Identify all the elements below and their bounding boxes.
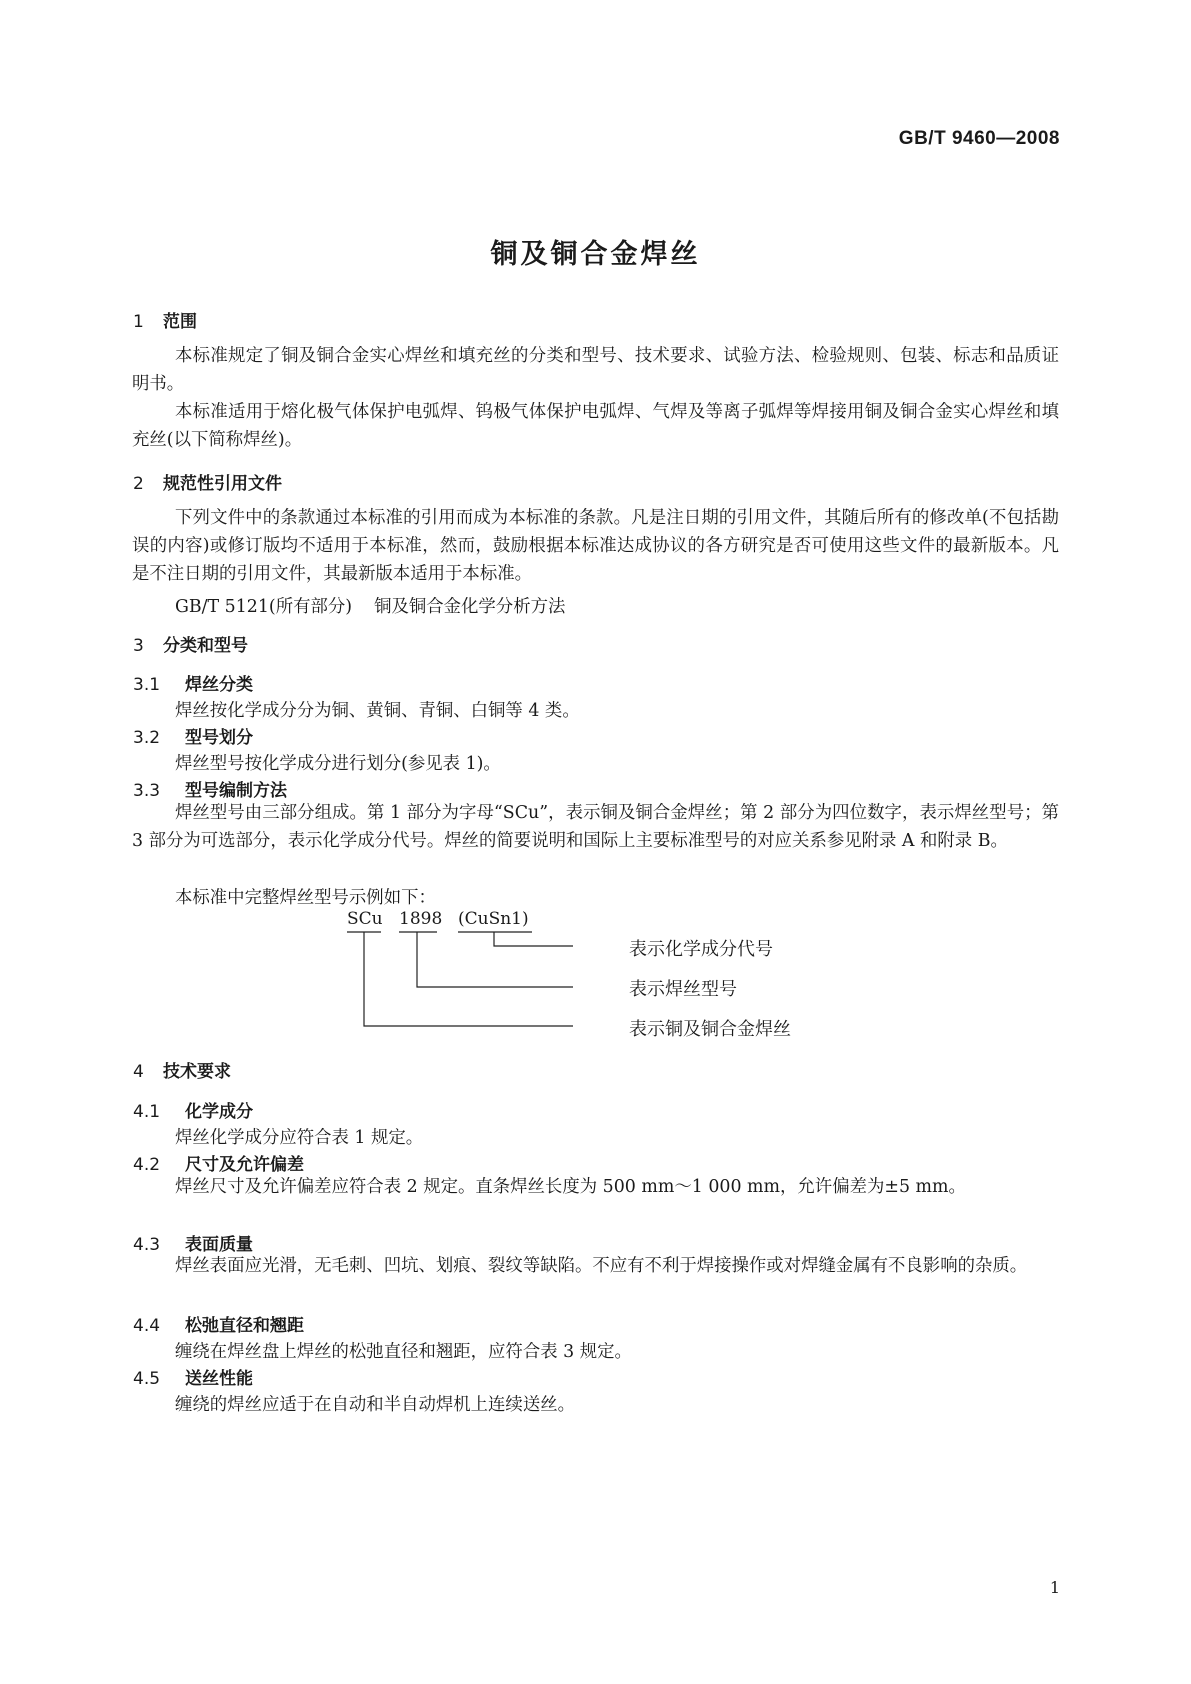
example-intro: 本标准中完整焊丝型号示例如下： — [175, 888, 436, 908]
model-part-prefix: SCu — [347, 909, 383, 929]
label-model-number: 表示焊丝型号 — [629, 979, 737, 1000]
leader-prefix — [364, 932, 573, 1026]
label-chemical-code: 表示化学成分代号 — [629, 939, 773, 960]
normative-reference — [175, 592, 565, 617]
section-title: 分类和型号 — [163, 636, 248, 656]
section-4-1-text: 焊丝化学成分应符合表 1 规定。 — [175, 1128, 424, 1148]
section-4-1-heading — [133, 1097, 253, 1122]
section-4-4-heading — [133, 1311, 304, 1336]
section-number: 2 — [133, 474, 144, 494]
section-title: 送丝性能 — [185, 1369, 253, 1389]
section-title: 规范性引用文件 — [163, 474, 282, 494]
section-number: 3.1 — [133, 675, 161, 695]
reference-title: 铜及铜合金化学分析方法 — [374, 597, 566, 617]
section-2-heading — [133, 469, 282, 494]
section-4-3-text: 焊丝表面应光滑，无毛刺、凹坑、划痕、裂纹等缺陷。不应有不利于焊接操作或对焊缝金属有不良影响的杂质。 — [175, 1256, 1028, 1276]
section-number: 4.4 — [133, 1316, 161, 1336]
section-4-5-heading — [133, 1364, 253, 1389]
document-title: 铜及铜合金焊丝 — [490, 239, 701, 270]
section-title: 型号划分 — [185, 728, 253, 748]
section-title: 松弛直径和翘距 — [185, 1316, 304, 1336]
leader-number — [417, 932, 573, 987]
section-4-2-heading — [133, 1150, 304, 1175]
section-4-5-text: 缠绕的焊丝应适于在自动和半自动焊机上连续送丝。 — [175, 1395, 575, 1415]
section-number: 4.2 — [133, 1155, 161, 1175]
section-3-1-text: 焊丝按化学成分分为铜、黄铜、青铜、白铜等 4 类。 — [175, 701, 580, 721]
section-3-2-heading — [133, 723, 253, 748]
section-title: 化学成分 — [185, 1102, 253, 1122]
section-3-2-text: 焊丝型号按化学成分进行划分(参见表 1)。 — [175, 754, 501, 774]
section-number: 4.5 — [133, 1369, 161, 1389]
section-4-4-text: 缠绕在焊丝盘上焊丝的松弛直径和翘距，应符合表 3 规定。 — [175, 1342, 632, 1362]
section-title: 尺寸及允许偏差 — [185, 1155, 304, 1175]
standard-code: GB/T 9460—2008 — [898, 128, 1060, 149]
section-title: 技术要求 — [163, 1062, 231, 1082]
page-number: 1 — [1049, 1578, 1060, 1597]
label-copper-wire: 表示铜及铜合金焊丝 — [629, 1019, 791, 1040]
section-1-paragraph-2: 本标准适用于熔化极气体保护电弧焊、钨极气体保护电弧焊、气焊及等离子弧焊等焊接用铜及铜合金实心焊丝和填充丝(以下简称焊丝)。 — [132, 402, 1059, 450]
section-number: 4.1 — [133, 1102, 161, 1122]
section-title: 表面质量 — [185, 1235, 253, 1255]
section-1-heading — [133, 307, 197, 332]
section-number: 3 — [133, 636, 144, 656]
section-title: 焊丝分类 — [185, 675, 253, 695]
model-part-code: (CuSn1) — [458, 909, 529, 929]
section-3-heading — [133, 631, 248, 656]
section-number: 1 — [133, 312, 144, 332]
section-number: 4.3 — [133, 1235, 161, 1255]
model-part-number: 1898 — [399, 909, 443, 929]
section-number: 3.3 — [133, 781, 161, 801]
section-3-3-heading — [133, 776, 287, 801]
section-3-1-heading — [133, 670, 253, 695]
reference-code: GB/T 5121(所有部分) — [175, 597, 353, 617]
leader-code — [494, 932, 573, 946]
section-4-heading — [133, 1057, 231, 1082]
section-1-paragraph-1: 本标准规定了铜及铜合金实心焊丝和填充丝的分类和型号、技术要求、试验方法、检验规则、包装、标志和品质证明书。 — [132, 346, 1059, 394]
section-number: 3.2 — [133, 728, 161, 748]
section-number: 4 — [133, 1062, 144, 1082]
section-title: 范围 — [163, 312, 197, 332]
section-title: 型号编制方法 — [185, 781, 287, 801]
section-2-paragraph-1: 下列文件中的条款通过本标准的引用而成为本标准的条款。凡是注日期的引用文件，其随后所有的修改单(不包括勘误的内容)或修订版均不适用于本标准，然而，鼓励根据本标准达成协议的各方研究是否可使用这些文件的最新版本。凡是不注日期的引用文件，其最新版本适用于本标准。 — [132, 508, 1059, 584]
section-3-3-text: 焊丝型号由三部分组成。第 1 部分为字母“SCu”，表示铜及铜合金焊丝；第 2 部分为四位数字，表示焊丝型号；第 3 部分为可选部分，表示化学成分代号。焊丝的简要说明和国际上主要标准型号的对应关系参见附录 A 和附录 B。 — [132, 803, 1059, 851]
section-4-2-text: 焊丝尺寸及允许偏差应符合表 2 规定。直条焊丝长度为 500 mm～1 000 mm，允许偏差为±5 mm。 — [175, 1177, 966, 1197]
